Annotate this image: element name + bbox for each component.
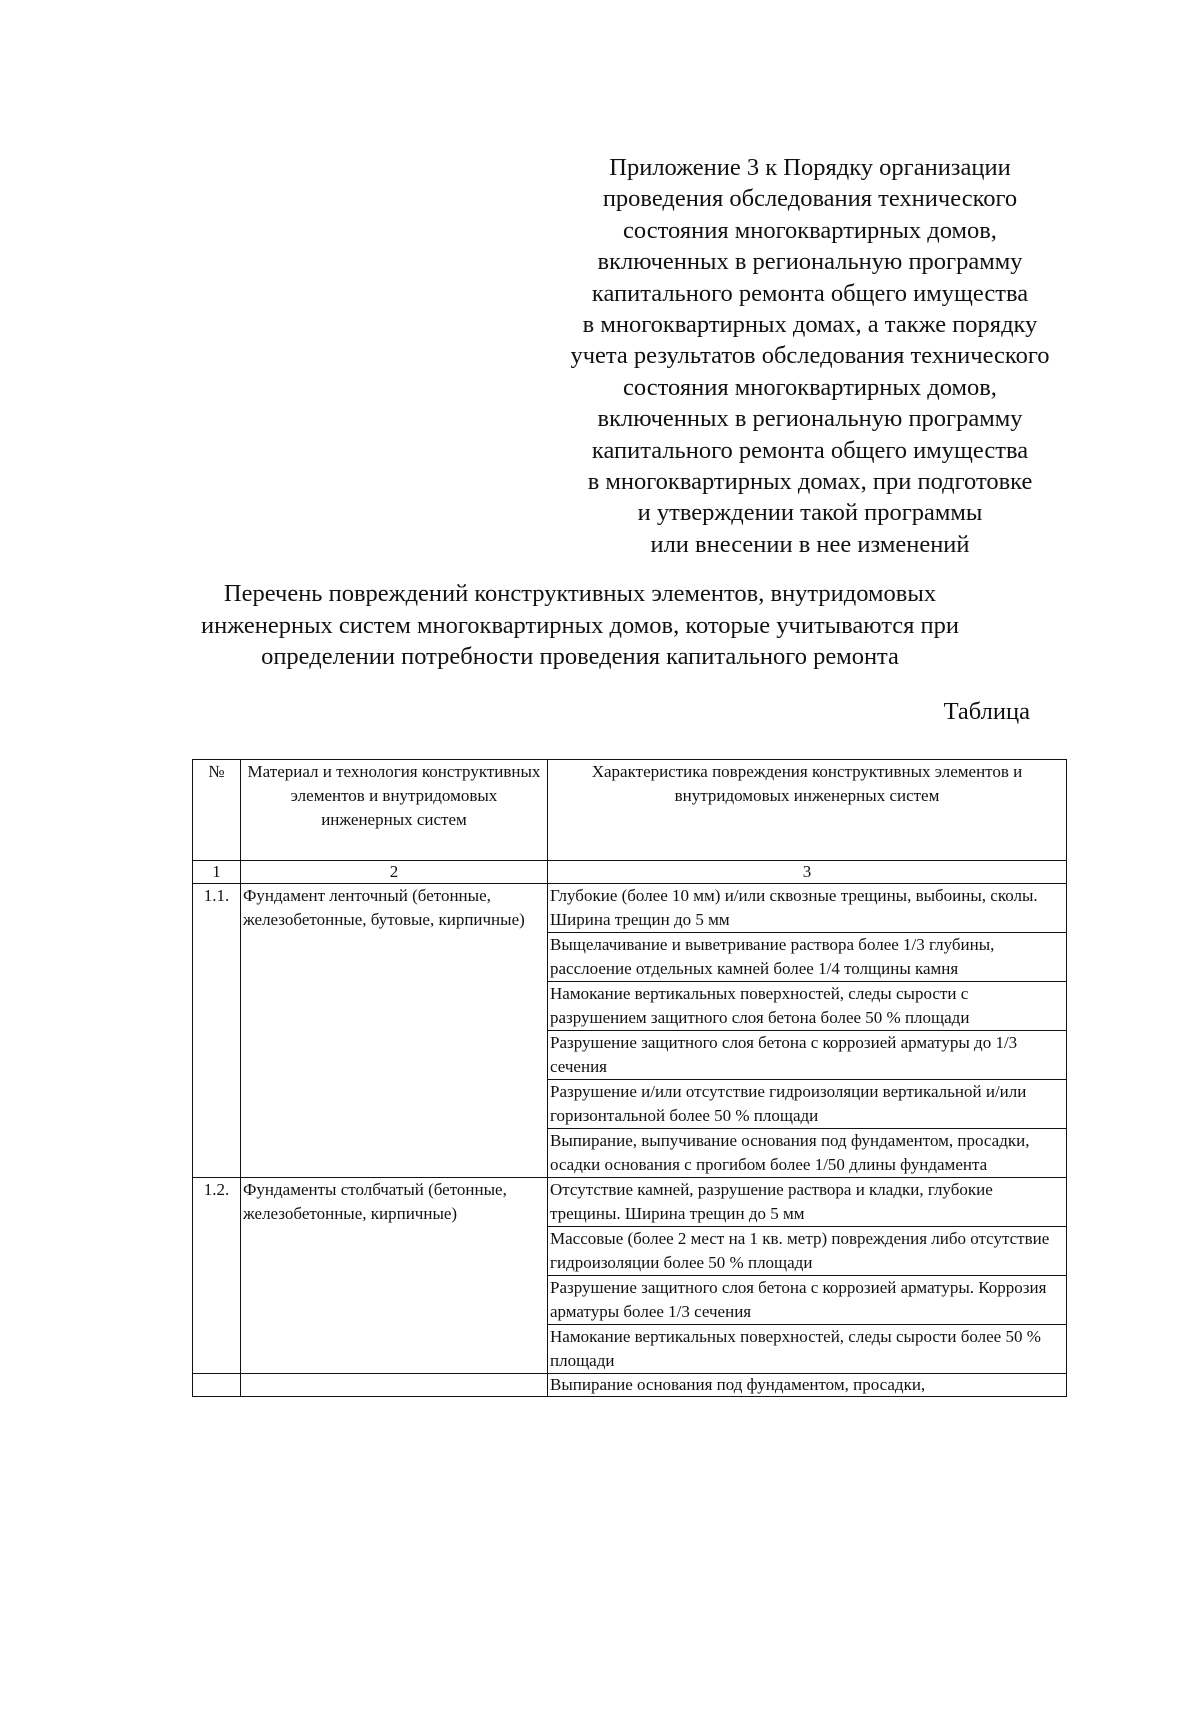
column-index: 3 bbox=[548, 861, 1067, 884]
column-index-row bbox=[193, 861, 1067, 884]
appendix-line: включенных в региональную программу bbox=[597, 405, 1023, 433]
appendix-line: в многоквартирных домах, а также порядку bbox=[582, 311, 1038, 339]
material-cell: Фундаменты столбчатый (бетонные, железобетонные, кирпичные) bbox=[241, 1178, 548, 1374]
damage-cell: Выщелачивание и выветривание раствора более 1/3 глубины, расслоение отдельных камней более 1/4 толщины камня bbox=[548, 933, 1067, 982]
title-line: Перечень повреждений конструктивных элементов, внутридомовых bbox=[223, 580, 937, 607]
damage-cell: Выпирание, выпучивание основания под фундаментом, просадки, осадки основания с прогибом более 1/50 длины фундамента bbox=[548, 1129, 1067, 1178]
damage-cell: Массовые (более 2 мест на 1 кв. метр) повреждения либо отсутствие гидроизоляции более 50 % площади bbox=[548, 1227, 1067, 1276]
appendix-line: или внесении в нее изменений bbox=[650, 530, 970, 558]
table-row bbox=[193, 1178, 1067, 1227]
damage-cell: Глубокие (более 10 мм) и/или сквозные трещины, выбоины, сколы. Ширина трещин до 5 мм bbox=[548, 884, 1067, 933]
damage-cell: Отсутствие камней, разрушение раствора и кладки, глубокие трещины. Ширина трещин до 5 мм bbox=[548, 1178, 1067, 1227]
appendix-line: и утверждении такой программы bbox=[637, 499, 983, 527]
damage-cell: Намокание вертикальных поверхностей, следы сырости более 50 % площади bbox=[548, 1325, 1067, 1374]
table-row bbox=[193, 884, 1067, 933]
damage-cell: Разрушение защитного слоя бетона с коррозией арматуры. Коррозия арматуры более 1/3 сечения bbox=[548, 1276, 1067, 1325]
table-header-row bbox=[193, 760, 1067, 861]
document-title bbox=[150, 578, 1010, 673]
damage-cell: Выпирание основания под фундаментом, просадки, bbox=[548, 1374, 1067, 1397]
title-line: инженерных систем многоквартирных домов, которые учитываются при bbox=[201, 611, 959, 639]
column-index: 2 bbox=[241, 861, 548, 884]
appendix-line: Приложение 3 к Порядку организации bbox=[609, 154, 1011, 181]
appendix-line: капитального ремонта общего имущества bbox=[591, 279, 1029, 307]
appendix-line: состояния многоквартирных домов, bbox=[623, 216, 997, 244]
appendix-line: проведения обследования технического bbox=[602, 185, 1018, 213]
column-index: 1 bbox=[193, 861, 241, 884]
appendix-note bbox=[520, 152, 1100, 560]
table-row bbox=[193, 1374, 1067, 1397]
title-line: определении потребности проведения капитального ремонта bbox=[261, 643, 899, 670]
row-number: 1.1. bbox=[193, 884, 241, 1178]
header-num: № bbox=[193, 760, 241, 861]
row-number bbox=[193, 1374, 241, 1397]
appendix-line: капитального ремонта общего имущества bbox=[591, 436, 1029, 464]
damage-table bbox=[192, 759, 1067, 1397]
row-number: 1.2. bbox=[193, 1178, 241, 1374]
appendix-line: включенных в региональную программу bbox=[597, 248, 1023, 276]
header-material: Материал и технология конструктивных элементов и внутридомовых инженерных систем bbox=[241, 760, 548, 861]
material-cell: Фундамент ленточный (бетонные, железобетонные, бутовые, кирпичные) bbox=[241, 884, 548, 1178]
material-cell bbox=[241, 1374, 548, 1397]
appendix-line: в многоквартирных домах, при подготовке bbox=[587, 468, 1033, 496]
table-label: Таблица bbox=[943, 698, 1030, 725]
damage-cell: Разрушение и/или отсутствие гидроизоляции вертикальной и/или горизонтальной более 50 % площади bbox=[548, 1080, 1067, 1129]
appendix-line: учета результатов обследования технического bbox=[570, 342, 1050, 370]
damage-cell: Намокание вертикальных поверхностей, следы сырости с разрушением защитного слоя бетона более 50 % площади bbox=[548, 982, 1067, 1031]
header-damage: Характеристика повреждения конструктивных элементов и внутридомовых инженерных систем bbox=[548, 760, 1067, 861]
appendix-line: состояния многоквартирных домов, bbox=[623, 373, 997, 401]
damage-cell: Разрушение защитного слоя бетона с коррозией арматуры до 1/3 сечения bbox=[548, 1031, 1067, 1080]
